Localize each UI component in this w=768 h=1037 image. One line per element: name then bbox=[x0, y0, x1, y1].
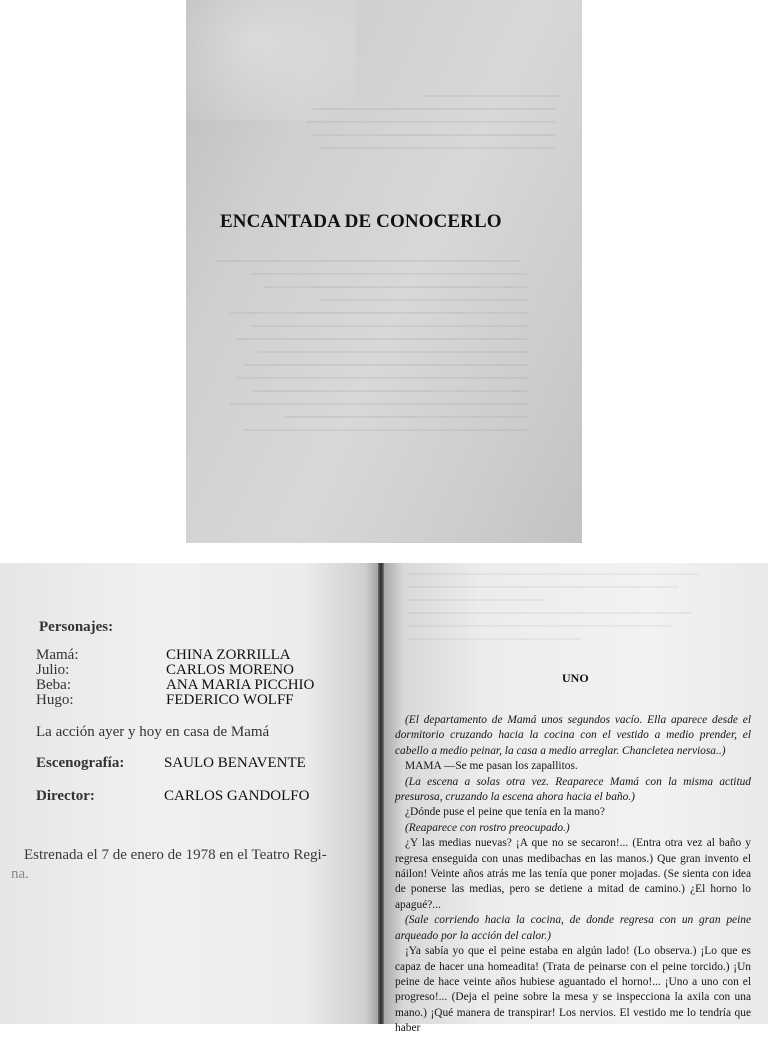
cast-actor: CARLOS MORENO bbox=[166, 662, 294, 678]
dialogue: ¡Ya sabía yo que el peine estaba en algún lado! (Lo observa.) ¡Lo que es capaz de hacer una homeadita! (Trata de peinarse con el peine torcido.) ¡Un peine de hace veinte años hubiese aguantado el horno!... ¡Uno a uno con el progreso!... (Deja el peine sobre la mesa y se inspecciona la axila con una mano.) ¡Qué manera de transpirar! Los nervios. El vestido me lo tendría que haber bbox=[395, 945, 751, 1035]
cast-actor: ANA MARIA PICCHIO bbox=[166, 677, 315, 693]
director-value: CARLOS GANDOLFO bbox=[164, 788, 310, 804]
bleed-through-text bbox=[408, 573, 754, 651]
cast-actor: CHINA ZORRILLA bbox=[166, 647, 291, 663]
script-paragraph bbox=[395, 821, 751, 836]
script-paragraph bbox=[395, 759, 751, 774]
cast-role: Mamá: bbox=[36, 647, 79, 663]
bleed-through-text bbox=[216, 95, 562, 160]
stage-direction: (El departamento de Mamá unos segundos vacío. Ella aparece desde el dormitorio cruzando hacia la cocina con el vestido a medio prender, el cabello a medio peinar, la casa a medio arreglar. Chancletea nerviosa..) bbox=[395, 714, 751, 757]
dialogue: ¿Y las medias nuevas? ¡A que no se secaron!... (Entra otra vez al baño y regresa enseguida con unas medibachas en las manos.) Que gran invento el náilon! Veinte años atrás me las tenía que poner mojadas. (Se sienta con idea de ponerse las medias, pero se detiene a mitad de camino.) ¿El horno lo apagué?... bbox=[395, 837, 751, 911]
cast-actor: FEDERICO WOLFF bbox=[166, 692, 294, 708]
cast-page bbox=[0, 563, 380, 1024]
stage-direction: (Reaparece con rostro preocupado.) bbox=[405, 821, 570, 834]
script-paragraph bbox=[395, 836, 751, 913]
script-text bbox=[395, 713, 751, 1037]
script-paragraph bbox=[395, 713, 751, 759]
premiere-text-tail: na. bbox=[11, 866, 29, 882]
dialogue: ¿Dónde puse el peine que tenía en la mano? bbox=[405, 806, 605, 819]
premiere-note bbox=[11, 846, 361, 884]
director-label: Director: bbox=[36, 788, 95, 804]
script-paragraph bbox=[395, 944, 751, 1036]
stage-direction: (Sale corriendo hacia la cocina, de donde regresa con un gran peine arqueado por la acción del calor.) bbox=[395, 914, 751, 942]
title-page bbox=[186, 0, 582, 543]
cast-heading: Personajes: bbox=[39, 619, 114, 635]
scenography-credit bbox=[36, 755, 306, 772]
book-title: ENCANTADA DE CONOCERLO bbox=[220, 211, 502, 232]
scenography-label: Escenografía: bbox=[36, 755, 125, 771]
cast-role: Julio: bbox=[36, 662, 70, 678]
script-page bbox=[384, 563, 768, 1035]
bleed-through-text bbox=[216, 260, 562, 442]
premiere-text: Estrenada el 7 de enero de 1978 en el Teatro Regi- bbox=[24, 847, 327, 863]
stage-direction: (La escena a solas otra vez. Reaparece Mamá con la misma actitud presurosa, cruzando la escena ahora hacia el baño.) bbox=[395, 775, 751, 804]
script-paragraph bbox=[395, 775, 751, 806]
director-credit bbox=[36, 788, 310, 805]
act-title: UNO bbox=[562, 671, 589, 685]
script-paragraph bbox=[395, 913, 751, 944]
cast-role: Beba: bbox=[36, 677, 71, 693]
cast-role: Hugo: bbox=[36, 692, 74, 708]
scenography-value: SAULO BENAVENTE bbox=[164, 755, 306, 771]
dialogue: MAMA —Se me pasan los zapallitos. bbox=[405, 760, 578, 773]
script-paragraph bbox=[395, 805, 751, 820]
setting-line: La acción ayer y hoy en casa de Mamá bbox=[36, 724, 270, 740]
